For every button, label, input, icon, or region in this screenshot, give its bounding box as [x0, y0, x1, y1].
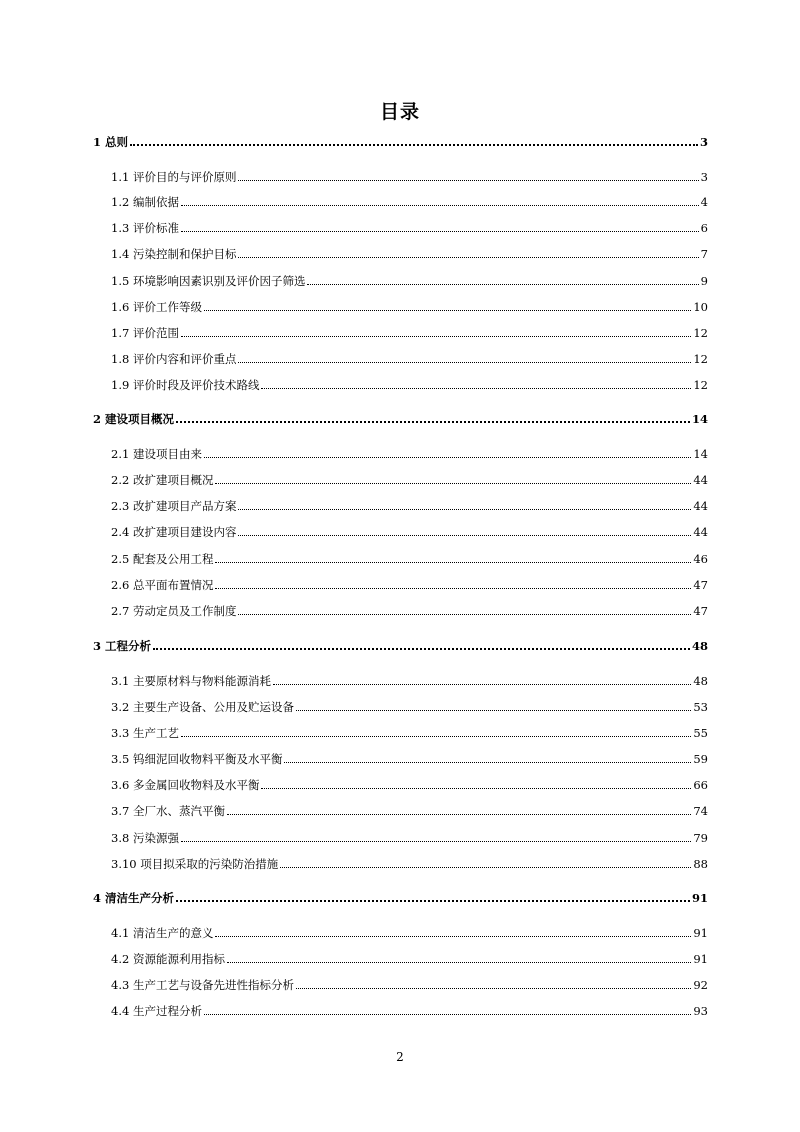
toc-leader-dots — [238, 361, 691, 363]
toc-section-entry[interactable] — [93, 922, 708, 940]
toc-entry-label: 1.4 污染控制和保护目标 — [111, 247, 237, 261]
toc-leader-dots — [238, 613, 691, 615]
toc-entry-label: 1.3 评价标准 — [111, 221, 179, 235]
toc-section-entry[interactable] — [93, 1000, 708, 1018]
toc-leader-dots — [153, 647, 690, 650]
toc-entry-label: 3.8 污染源强 — [111, 831, 179, 845]
toc-section-entry[interactable] — [93, 948, 708, 966]
toc-leader-dots — [176, 899, 690, 902]
toc-entry-label: 3.1 主要原材料与物料能源消耗 — [111, 674, 271, 688]
toc-entry-label: 4.3 生产工艺与设备先进性指标分析 — [111, 978, 294, 992]
toc-entry-label: 1.5 环境影响因素识别及评价因子筛选 — [111, 274, 306, 288]
toc-leader-dots — [238, 508, 691, 510]
toc-leader-dots — [307, 283, 698, 285]
toc-leader-dots — [238, 534, 691, 536]
toc-entry-label: 3.6 多金属回收物料及水平衡 — [111, 778, 260, 792]
toc-entry-page: 48 — [691, 639, 708, 653]
toc-section-entry[interactable] — [93, 748, 708, 766]
toc-entry-page: 12 — [693, 326, 708, 340]
toc-entry-page: 3 — [699, 135, 708, 149]
toc-entry-page: 91 — [691, 891, 708, 905]
toc-entry-label: 2 建设项目概况 — [93, 412, 175, 426]
toc-entry-page: 6 — [700, 221, 708, 235]
toc-entry-label: 2.6 总平面布置情况 — [111, 578, 214, 592]
toc-title: 目录 — [379, 101, 420, 123]
toc-entry-page: 44 — [693, 499, 708, 513]
toc-chapter-entry[interactable] — [93, 131, 708, 149]
toc-entry-label: 2.5 配套及公用工程 — [111, 552, 214, 566]
toc-leader-dots — [238, 179, 698, 181]
toc-entry-page: 44 — [693, 473, 708, 487]
toc-entry-label: 1.8 评价内容和评价重点 — [111, 352, 237, 366]
toc-leader-dots — [280, 866, 691, 868]
toc-entry-label: 2.3 改扩建项目产品方案 — [111, 499, 237, 513]
toc-entry-label: 1.6 评价工作等级 — [111, 300, 202, 314]
toc-entry-page: 91 — [693, 952, 708, 966]
toc-entry-page: 47 — [693, 578, 708, 592]
toc-entry-label: 2.4 改扩建项目建设内容 — [111, 525, 237, 539]
toc-section-entry[interactable] — [93, 495, 708, 513]
toc-section-entry[interactable] — [93, 574, 708, 592]
toc-entry-label: 4 清洁生产分析 — [93, 891, 175, 905]
toc-section-entry[interactable] — [93, 670, 708, 688]
toc-entry-page: 93 — [693, 1004, 708, 1018]
toc-entry-page: 79 — [693, 831, 708, 845]
toc-section-entry[interactable] — [93, 191, 708, 209]
toc-leader-dots — [238, 256, 698, 258]
toc-leader-dots — [181, 735, 691, 737]
toc-section-entry[interactable] — [93, 217, 708, 235]
toc-leader-dots — [204, 456, 691, 458]
toc-entry-page: 12 — [693, 352, 708, 366]
toc-section-entry[interactable] — [93, 270, 708, 288]
toc-leader-dots — [284, 761, 691, 763]
toc-leader-dots — [215, 561, 691, 563]
toc-leader-dots — [215, 482, 691, 484]
toc-leader-dots — [296, 987, 691, 989]
toc-entry-page: 14 — [691, 412, 708, 426]
toc-entry-page: 53 — [693, 700, 708, 714]
toc-entry-label: 2.1 建设项目由来 — [111, 447, 202, 461]
toc-entry-page: 55 — [693, 726, 708, 740]
toc-entry-page: 7 — [700, 247, 708, 261]
toc-entry-label: 4.1 清洁生产的意义 — [111, 926, 214, 940]
toc-section-entry[interactable] — [93, 322, 708, 340]
toc-section-entry[interactable] — [93, 774, 708, 792]
toc-leader-dots — [176, 420, 690, 423]
toc-section-entry[interactable] — [93, 974, 708, 992]
toc-entry-page: 48 — [693, 674, 708, 688]
toc-section-entry[interactable] — [93, 443, 708, 461]
toc-leader-dots — [296, 709, 691, 711]
toc-leader-dots — [273, 683, 691, 685]
toc-section-entry[interactable] — [93, 600, 708, 618]
toc-entry-label: 2.7 劳动定员及工作制度 — [111, 604, 237, 618]
toc-entry-label: 4.4 生产过程分析 — [111, 1004, 202, 1018]
toc-entry-page: 44 — [693, 525, 708, 539]
toc-section-entry[interactable] — [93, 548, 708, 566]
toc-entry-page: 4 — [700, 195, 708, 209]
toc-section-entry[interactable] — [93, 696, 708, 714]
toc-entry-label: 3.10 项目拟采取的污染防治措施 — [111, 857, 279, 871]
toc-leader-dots — [261, 387, 691, 389]
toc-entry-page: 46 — [693, 552, 708, 566]
toc-entry-label: 1.2 编制依据 — [111, 195, 179, 209]
toc-section-entry[interactable] — [93, 521, 708, 539]
toc-leader-dots — [204, 309, 691, 311]
toc-chapter-entry[interactable] — [93, 408, 708, 426]
toc-entry-page: 74 — [693, 804, 708, 818]
toc-section-entry[interactable] — [93, 348, 708, 366]
toc-entry-page: 59 — [693, 752, 708, 766]
toc-leader-dots — [181, 204, 699, 206]
toc-entry-page: 9 — [700, 274, 708, 288]
toc-entry-label: 3.5 钨细泥回收物料平衡及水平衡 — [111, 752, 283, 766]
toc-section-entry[interactable] — [93, 166, 708, 184]
toc-entry-page: 92 — [693, 978, 708, 992]
toc-chapter-entry[interactable] — [93, 887, 708, 905]
toc-leader-dots — [227, 961, 691, 963]
toc-entry-label: 4.2 资源能源利用指标 — [111, 952, 225, 966]
toc-leader-dots — [181, 840, 691, 842]
toc-entry-label: 3.2 主要生产设备、公用及贮运设备 — [111, 700, 294, 714]
toc-leader-dots — [227, 813, 691, 815]
toc-entry-page: 47 — [693, 604, 708, 618]
toc-leader-dots — [215, 935, 691, 937]
toc-entry-label: 3.3 生产工艺 — [111, 726, 179, 740]
toc-entry-page: 12 — [693, 378, 708, 392]
toc-entry-label: 3 工程分析 — [93, 639, 152, 653]
toc-section-entry[interactable] — [93, 800, 708, 818]
toc-section-entry[interactable] — [93, 469, 708, 487]
toc-entry-label: 1.9 评价时段及评价技术路线 — [111, 378, 260, 392]
toc-leader-dots — [181, 230, 699, 232]
toc-entry-label: 3.7 全厂水、蒸汽平衡 — [111, 804, 225, 818]
toc-entry-page: 3 — [700, 170, 708, 184]
toc-entry-page: 10 — [693, 300, 708, 314]
toc-leader-dots — [181, 335, 691, 337]
toc-section-entry[interactable] — [93, 853, 708, 871]
toc-chapter-entry[interactable] — [93, 635, 708, 653]
toc-entry-label: 1 总则 — [93, 135, 129, 149]
toc-entry-label: 1.7 评价范围 — [111, 326, 179, 340]
toc-section-entry[interactable] — [93, 722, 708, 740]
toc-leader-dots — [204, 1013, 691, 1015]
toc-entry-label: 1.1 评价目的与评价原则 — [111, 170, 237, 184]
toc-leader-dots — [261, 787, 691, 789]
toc-leader-dots — [130, 143, 698, 146]
toc-leader-dots — [215, 587, 691, 589]
page-number: 2 — [396, 1050, 404, 1064]
toc-section-entry[interactable] — [93, 827, 708, 845]
toc-entry-page: 91 — [693, 926, 708, 940]
toc-section-entry[interactable] — [93, 296, 708, 314]
toc-entry-label: 2.2 改扩建项目概况 — [111, 473, 214, 487]
toc-entry-page: 14 — [693, 447, 708, 461]
toc-entry-page: 66 — [693, 778, 708, 792]
toc-entry-page: 88 — [693, 857, 708, 871]
toc-section-entry[interactable] — [93, 243, 708, 261]
toc-section-entry[interactable] — [93, 374, 708, 392]
